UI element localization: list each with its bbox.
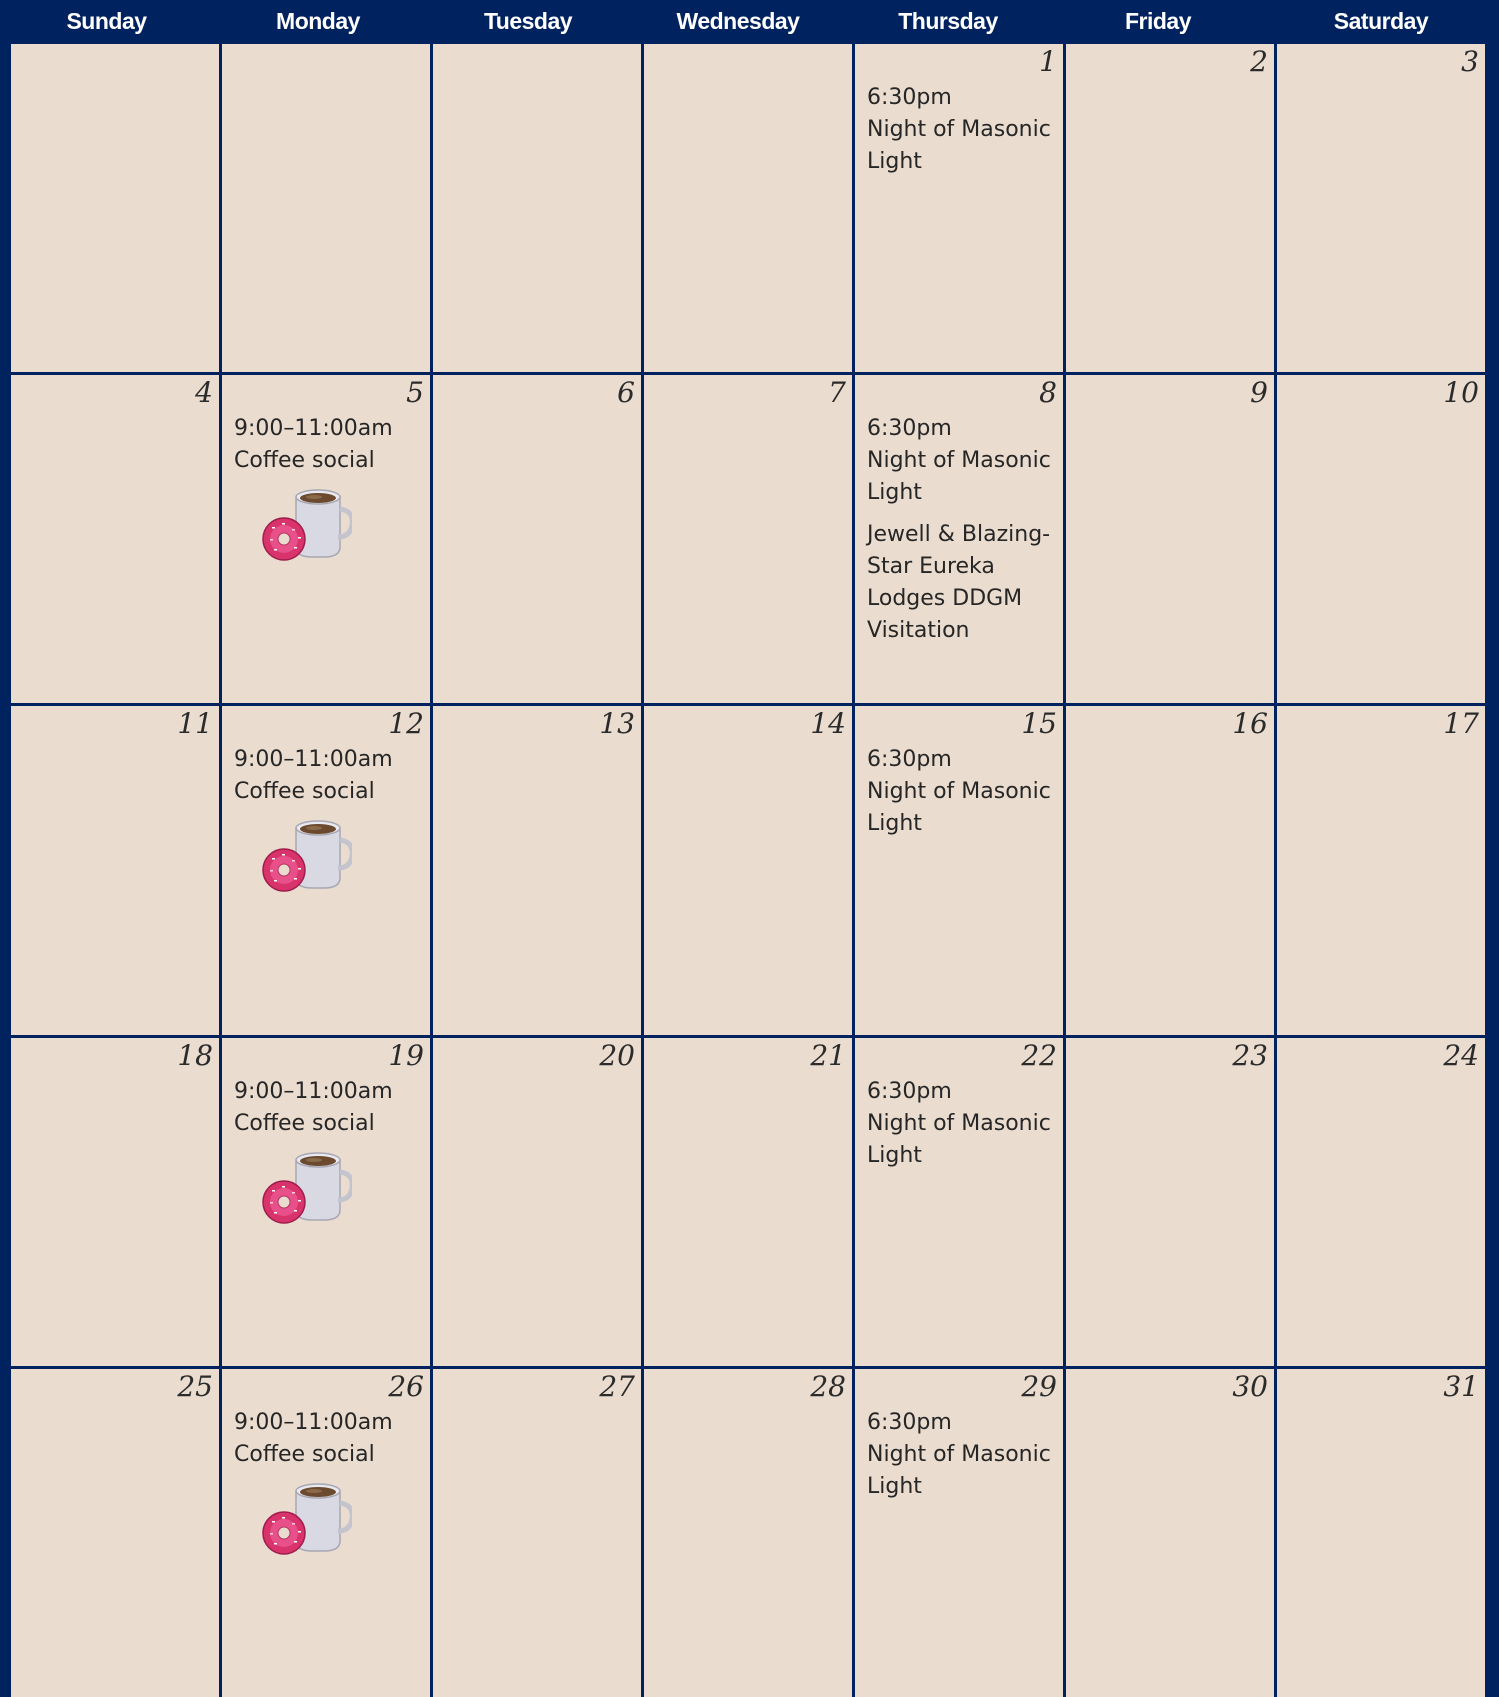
- calendar-event[interactable]: [867, 82, 1057, 178]
- day-cell[interactable]: [433, 706, 641, 1034]
- weekday-monday: Monday: [276, 8, 360, 34]
- day-number: 25: [177, 1369, 213, 1403]
- event-title: Coffee social: [234, 779, 375, 805]
- calendar-event[interactable]: [234, 1076, 424, 1228]
- event-list: [867, 744, 1057, 850]
- weekday-wednesday: Wednesday: [676, 8, 800, 34]
- day-cell[interactable]: [433, 375, 641, 703]
- day-number: 29: [1021, 1369, 1057, 1403]
- day-cell[interactable]: [11, 375, 219, 703]
- day-cell[interactable]: [222, 706, 430, 1034]
- event-title: Night of Masonic Light: [867, 117, 1051, 174]
- day-number: 1: [1039, 45, 1057, 78]
- day-cell[interactable]: [1066, 1038, 1274, 1366]
- calendar-event[interactable]: [867, 519, 1057, 647]
- event-list: [234, 1407, 424, 1569]
- day-number: 17: [1443, 707, 1479, 741]
- coffee-donut-icon: [262, 816, 352, 896]
- event-time: 6:30pm: [867, 1409, 952, 1435]
- event-time: 6:30pm: [867, 1078, 952, 1104]
- event-time: 9:00–11:00am: [234, 416, 393, 442]
- day-number: 13: [599, 707, 635, 741]
- day-cell[interactable]: [1277, 706, 1485, 1034]
- event-time: 6:30pm: [867, 416, 952, 442]
- day-number: 3: [1461, 45, 1479, 78]
- day-number: 20: [599, 1038, 635, 1072]
- event-title: Night of Masonic Light: [867, 1110, 1051, 1168]
- day-cell[interactable]: [644, 44, 852, 372]
- day-number: 24: [1443, 1038, 1479, 1072]
- day-cell[interactable]: [1066, 1369, 1274, 1697]
- event-list: [234, 744, 424, 906]
- event-list: [867, 82, 1057, 188]
- day-number: 14: [810, 707, 846, 741]
- day-cell[interactable]: [222, 1369, 430, 1697]
- day-number: 19: [388, 1038, 424, 1072]
- calendar-event[interactable]: [234, 413, 424, 565]
- day-number: 26: [388, 1369, 424, 1403]
- weekday-thursday: Thursday: [898, 8, 998, 34]
- day-number: 4: [195, 376, 213, 410]
- event-title: Night of Masonic Light: [867, 448, 1051, 506]
- event-list: [234, 413, 424, 575]
- event-time: 6:30pm: [867, 85, 952, 110]
- event-list: [867, 413, 1057, 657]
- event-title: Coffee social: [234, 1110, 375, 1136]
- day-number: 27: [599, 1369, 635, 1403]
- day-number: 23: [1232, 1038, 1268, 1072]
- calendar-event[interactable]: [867, 413, 1057, 509]
- day-cell[interactable]: [855, 1038, 1063, 1366]
- day-cell[interactable]: [855, 375, 1063, 703]
- day-number: 5: [406, 376, 424, 410]
- day-cell[interactable]: [855, 1369, 1063, 1697]
- day-number: 11: [177, 707, 213, 741]
- day-number: 31: [1443, 1369, 1479, 1403]
- day-cell[interactable]: [222, 44, 430, 372]
- day-cell[interactable]: [11, 1038, 219, 1366]
- day-number: 8: [1039, 376, 1057, 410]
- event-time: 9:00–11:00am: [234, 747, 393, 773]
- weekday-sunday: Sunday: [66, 8, 147, 34]
- event-time: 9:00–11:00am: [234, 1078, 393, 1104]
- calendar-event[interactable]: [867, 1407, 1057, 1503]
- day-cell[interactable]: [11, 44, 219, 372]
- event-list: [234, 1076, 424, 1238]
- coffee-donut-icon: [262, 1479, 352, 1559]
- day-number: 22: [1021, 1038, 1057, 1072]
- day-number: 21: [810, 1038, 846, 1072]
- coffee-donut-icon: [262, 1148, 352, 1228]
- day-cell[interactable]: [644, 706, 852, 1034]
- day-number: 7: [828, 376, 846, 410]
- day-number: 2: [1250, 45, 1268, 78]
- day-number: 9: [1250, 376, 1268, 410]
- day-cell[interactable]: [644, 1369, 852, 1697]
- calendar-event[interactable]: [867, 744, 1057, 840]
- event-title: Coffee social: [234, 1441, 375, 1467]
- event-title: Jewell & Blazing-Star Eureka Lodges DDGM Visitation: [867, 522, 1051, 644]
- weekday-tuesday: Tuesday: [483, 8, 573, 34]
- day-cell[interactable]: [222, 375, 430, 703]
- day-cell[interactable]: [1277, 1369, 1485, 1697]
- event-title: Night of Masonic Light: [867, 779, 1051, 837]
- day-cell[interactable]: [433, 44, 641, 372]
- day-cell[interactable]: [644, 1038, 852, 1366]
- weekday-friday: Friday: [1124, 8, 1192, 34]
- day-cell[interactable]: [855, 44, 1063, 372]
- day-cell[interactable]: [1066, 375, 1274, 703]
- event-title: Night of Masonic Light: [867, 1441, 1051, 1499]
- day-number: 30: [1232, 1369, 1268, 1403]
- event-time: 9:00–11:00am: [234, 1409, 393, 1435]
- event-list: [867, 1076, 1057, 1182]
- day-cell[interactable]: [433, 1038, 641, 1366]
- event-list: [867, 1407, 1057, 1513]
- day-cell[interactable]: [1066, 706, 1274, 1034]
- day-number: 10: [1443, 376, 1479, 410]
- day-cell[interactable]: [11, 1369, 219, 1697]
- calendar-event[interactable]: [234, 744, 424, 896]
- day-cell[interactable]: [1277, 44, 1485, 372]
- day-cell[interactable]: [644, 375, 852, 703]
- day-cell[interactable]: [855, 706, 1063, 1034]
- calendar-event[interactable]: [867, 1076, 1057, 1172]
- day-number: 28: [810, 1369, 846, 1403]
- day-cell[interactable]: [433, 1369, 641, 1697]
- weekday-header: [0, 0, 1499, 42]
- day-cell[interactable]: [11, 706, 219, 1034]
- day-number: 15: [1021, 707, 1057, 741]
- weekday-saturday: Saturday: [1333, 8, 1429, 34]
- day-number: 16: [1232, 707, 1268, 741]
- event-title: Coffee social: [234, 448, 375, 474]
- day-cell[interactable]: [1066, 44, 1274, 372]
- calendar-event[interactable]: [234, 1407, 424, 1559]
- day-cell[interactable]: [1277, 1038, 1485, 1366]
- calendar-grid: [11, 44, 1485, 1697]
- event-time: 6:30pm: [867, 747, 952, 773]
- day-cell[interactable]: [222, 1038, 430, 1366]
- coffee-donut-icon: [262, 485, 352, 565]
- day-number: 12: [388, 707, 424, 741]
- day-number: 6: [617, 376, 635, 410]
- day-cell[interactable]: [1277, 375, 1485, 703]
- day-number: 18: [177, 1038, 213, 1072]
